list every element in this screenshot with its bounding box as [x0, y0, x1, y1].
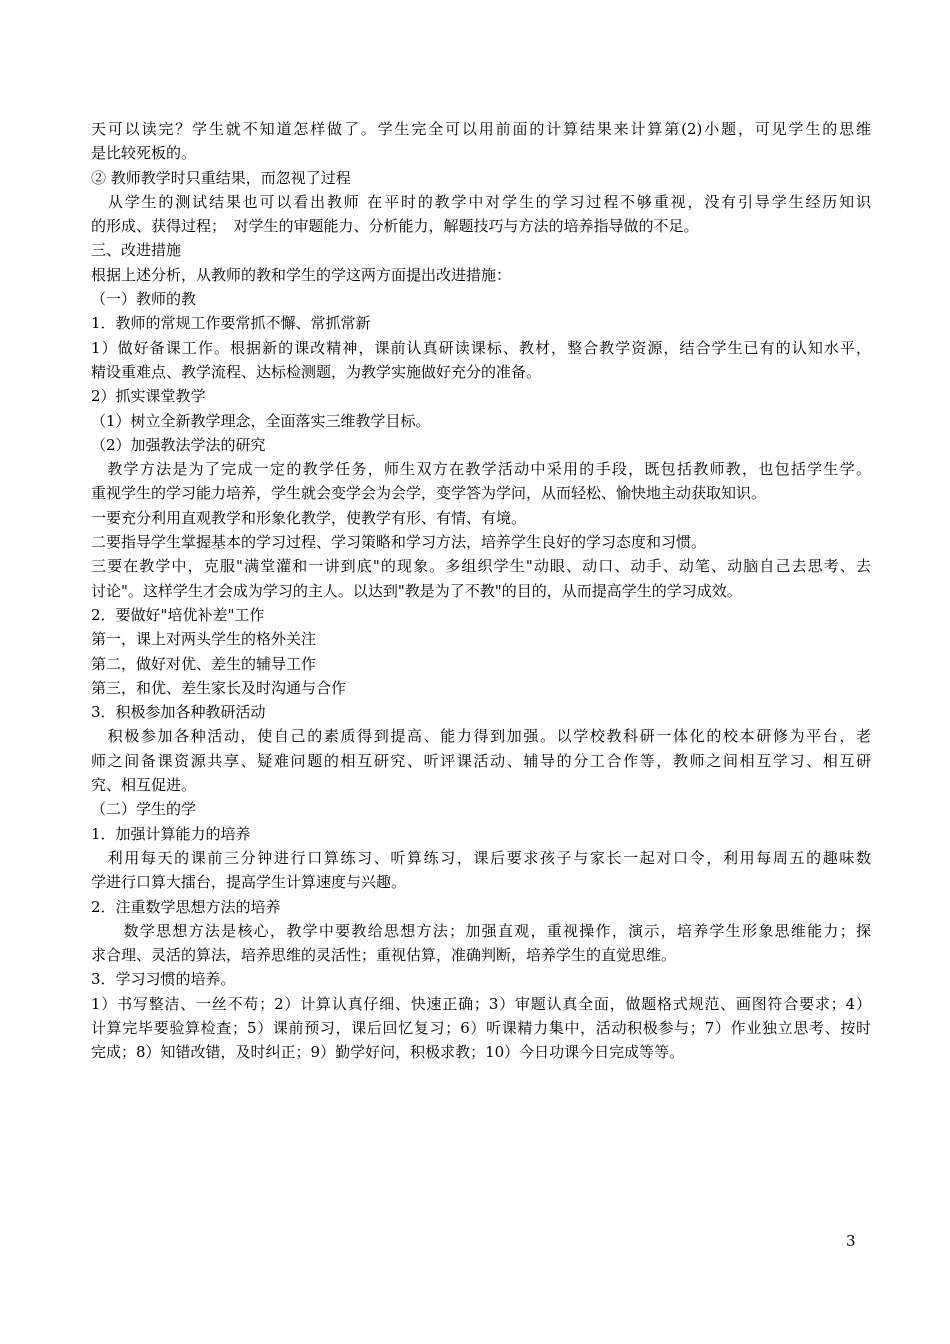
text-line: 精设重难点、教学流程、达标检测题，为教学实施做好充分的准备。 [91, 362, 542, 381]
text-line: 1．加强计算能力的培养 [91, 824, 251, 843]
text-line: 2．注重数学思想方法的培养 [91, 897, 281, 916]
text-line: 三、改进措施 [91, 241, 182, 260]
text-line: 二要指导学生掌握基本的学习过程、学习策略和学习方法，培养学生良好的学习态度和习惯。 [91, 533, 707, 552]
text-line: 完成；8）知错改错，及时纠正；9）勤学好问，积极求教；10）今日功课今日完成等等。 [91, 1043, 685, 1062]
text-line: 天可以读完？学生就不知道怎样做了。学生完全可以用前面的计算结果来计算第(2)小题，可见学生的思维 [91, 120, 871, 138]
text-line: 一要充分利用直观教学和形象化教学，使教学有形、有情、有境。 [91, 508, 527, 527]
text-line: （二）学生的学 [91, 800, 197, 819]
text-line: （一）教师的教 [91, 290, 197, 309]
text-line: 从学生的测试结果也可以看出教师 在平时的教学中对学生的学习过程不够重视，没有引导学生经历知识 [91, 192, 871, 211]
text-line: 第一，课上对两头学生的格外关注 [91, 630, 317, 649]
text-line: 3．积极参加各种教研活动 [91, 703, 266, 722]
text-line: 根据上述分析，从教师的教和学生的学这两方面提出改进措施： [91, 265, 512, 284]
text-line: 数学思想方法是核心，教学中要教给思想方法；加强直观，重视操作，演示，培养学生形象思维能力；探 [91, 921, 871, 940]
text-line: 第二，做好对优、差生的辅导工作 [91, 654, 317, 673]
text-line: 利用每天的课前三分钟进行口算练习、听算练习，课后要求孩子与家长一起对口令，利用每周五的趣味数 [91, 848, 871, 867]
text-line: 1．教师的常规工作要常抓不懈、常抓常新 [91, 314, 371, 333]
text-line: （2）加强教法学法的研究 [91, 435, 266, 454]
text-line: 1）书写整洁、一丝不苟；2）计算认真仔细、快速正确；3）审题认真全面，做题格式规范、画图符合要求；4） [91, 994, 871, 1013]
text-line: 求合理、灵活的算法，培养思维的灵活性；重视估算，准确判断，培养学生的直觉思维。 [91, 946, 677, 965]
text-line: 2．要做好"培优补差"工作 [91, 605, 265, 624]
text-line: 积极参加各种活动，使自己的素质得到提高、能力得到加强。以学校教科研一体化的校本研修为平台，老 [91, 727, 871, 746]
text-line: 2）抓实课堂教学 [91, 387, 206, 406]
text-line: 教学方法是为了完成一定的教学任务，师生双方在教学活动中采用的手段，既包括教师教，也包括学生学。 [91, 460, 871, 479]
text-line: 是比较死板的。 [91, 144, 197, 163]
text-line: 三要在教学中，克服"满堂灌和一讲到底"的现象。多组织学生"动眼、动口、动手、动笔、动脑自己去思考、去 [91, 557, 871, 576]
body-text [91, 117, 871, 1065]
text-line: 师之间备课资源共享、疑难问题的相互研究、听评课活动、辅导的分工合作等，教师之间相互学习、相互研 [91, 751, 871, 770]
text-line: 3．学习习惯的培养。 [91, 970, 236, 989]
text-line: 的形成、获得过程； 对学生的审题能力、分析能力，解题技巧与方法的培养指导做的不足。 [91, 217, 699, 236]
text-line: 第三，和优、差生家长及时沟通与合作 [91, 678, 347, 697]
text-line: 究、相互促进。 [91, 776, 197, 795]
text-line: （1）树立全新教学理念，全面落实三维教学目标。 [91, 411, 431, 430]
text-line: 1）做好备课工作。根据新的课改精神，课前认真研读课标、教材，整合教学资源，结合学生已有的认知水平， [91, 338, 871, 357]
text-line: 讨论"。这样学生才会成为学习的主人。以达到"教是为了不教"的目的，从而提高学生的学习成效。 [91, 581, 742, 600]
text-line: 重视学生的学习能力培养，学生就会变学会为会学，变学答为学问，从而轻松、愉快地主动获取知识。 [91, 484, 767, 503]
text-line: ② 教师教学时只重结果，而忽视了过程 [91, 168, 351, 187]
text-line: 学进行口算大擂台，提高学生计算速度与兴趣。 [91, 873, 407, 892]
page-number: 3 [846, 1232, 856, 1250]
text-line: 计算完毕要验算检查；5）课前预习，课后回忆复习；6）听课精力集中，活动积极参与；7）作业独立思考、按时 [91, 1018, 871, 1037]
